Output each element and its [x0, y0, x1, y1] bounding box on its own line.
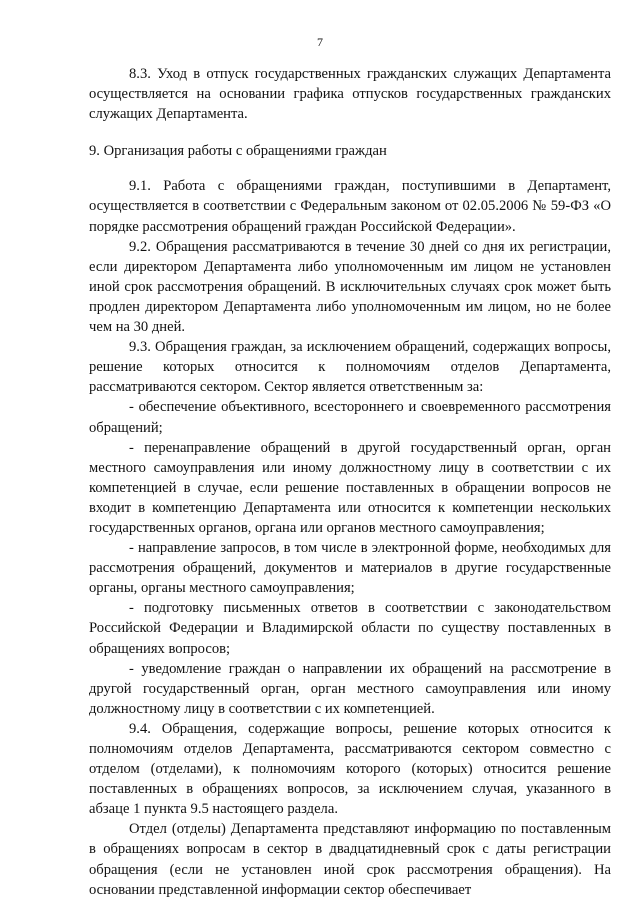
paragraph-departments-info: Отдел (отделы) Департамента представляют информацию по поставленным в обращениях вопросам в сектор в двадцатидневный срок с даты регистрации обращения (если не установлен иной срок рассмотрения обращения). На основании представленной информации сектор обеспечивает	[89, 821, 611, 898]
page-number: 7	[317, 35, 323, 49]
list-item: - обеспечение объективного, всестороннего и своевременного рассмотрения обращений;	[89, 399, 611, 436]
list-item: - подготовку письменных ответов в соответствии с законодательством Российской Федерации и Владимирской области по существу поставленных в обращениях вопросов;	[89, 600, 611, 657]
list-item: - перенаправление обращений в другой государственный орган, орган местного самоуправления или иному должностному лицу в соответствии с их компетенцией в случае, если решение поставленных в обращении вопросов не входит в компетенцию Департамента или относится к компетенции нескольких государственных органов, органа или органов местного самоуправления;	[89, 439, 611, 536]
paragraph-9-1: 9.1. Работа с обращениями граждан, поступившими в Департамент, осуществляется в соответствии с Федеральным законом от 02.05.2006 № 59-ФЗ «О порядке рассмотрения обращений граждан Российской Федерации».	[89, 178, 611, 235]
list-item: - уведомление граждан о направлении их обращений на рассмотрение в другой государственный орган, орган местного самоуправления или иному должностному лицу в соответствии с их компетенцией.	[89, 660, 611, 717]
paragraph-9-3: 9.3. Обращения граждан, за исключением обращений, содержащих вопросы, решение которых относится к полномочиям отделов Департамента, рассматриваются сектором. Сектор является ответственным за:	[89, 339, 611, 396]
paragraph-9-2: 9.2. Обращения рассматриваются в течение 30 дней со дня их регистрации, если директором Департамента либо уполномоченным им лицом не установлен иной срок рассмотрения обращений. В исключительных случаях срок может быть продлен директором Департамента либо уполномоченным им лицом, но не более чем на 30 дней.	[89, 238, 611, 336]
section-heading-9: 9. Организация работы с обращениями граждан	[89, 143, 387, 160]
paragraph-9-4: 9.4. Обращения, содержащие вопросы, решение которых относится к полномочиям отделов Департамента, рассматриваются сектором совместно с отделом (отделами), к полномочиям которого (которых) относится решение поставленных в обращениях вопросов, за исключением случая, указанного в абзаце 1 пункта 9.5 настоящего раздела.	[89, 720, 611, 818]
paragraph-8-3: 8.3. Уход в отпуск государственных гражданских служащих Департамента осуществляется на основании графика отпусков государственных гражданских служащих Департамента.	[89, 66, 611, 123]
list-item: - направление запросов, в том числе в электронной форме, необходимых для рассмотрения обращений, документов и материалов в другие государственные органы, органы местного самоуправления;	[89, 540, 611, 597]
document-body	[89, 64, 611, 900]
